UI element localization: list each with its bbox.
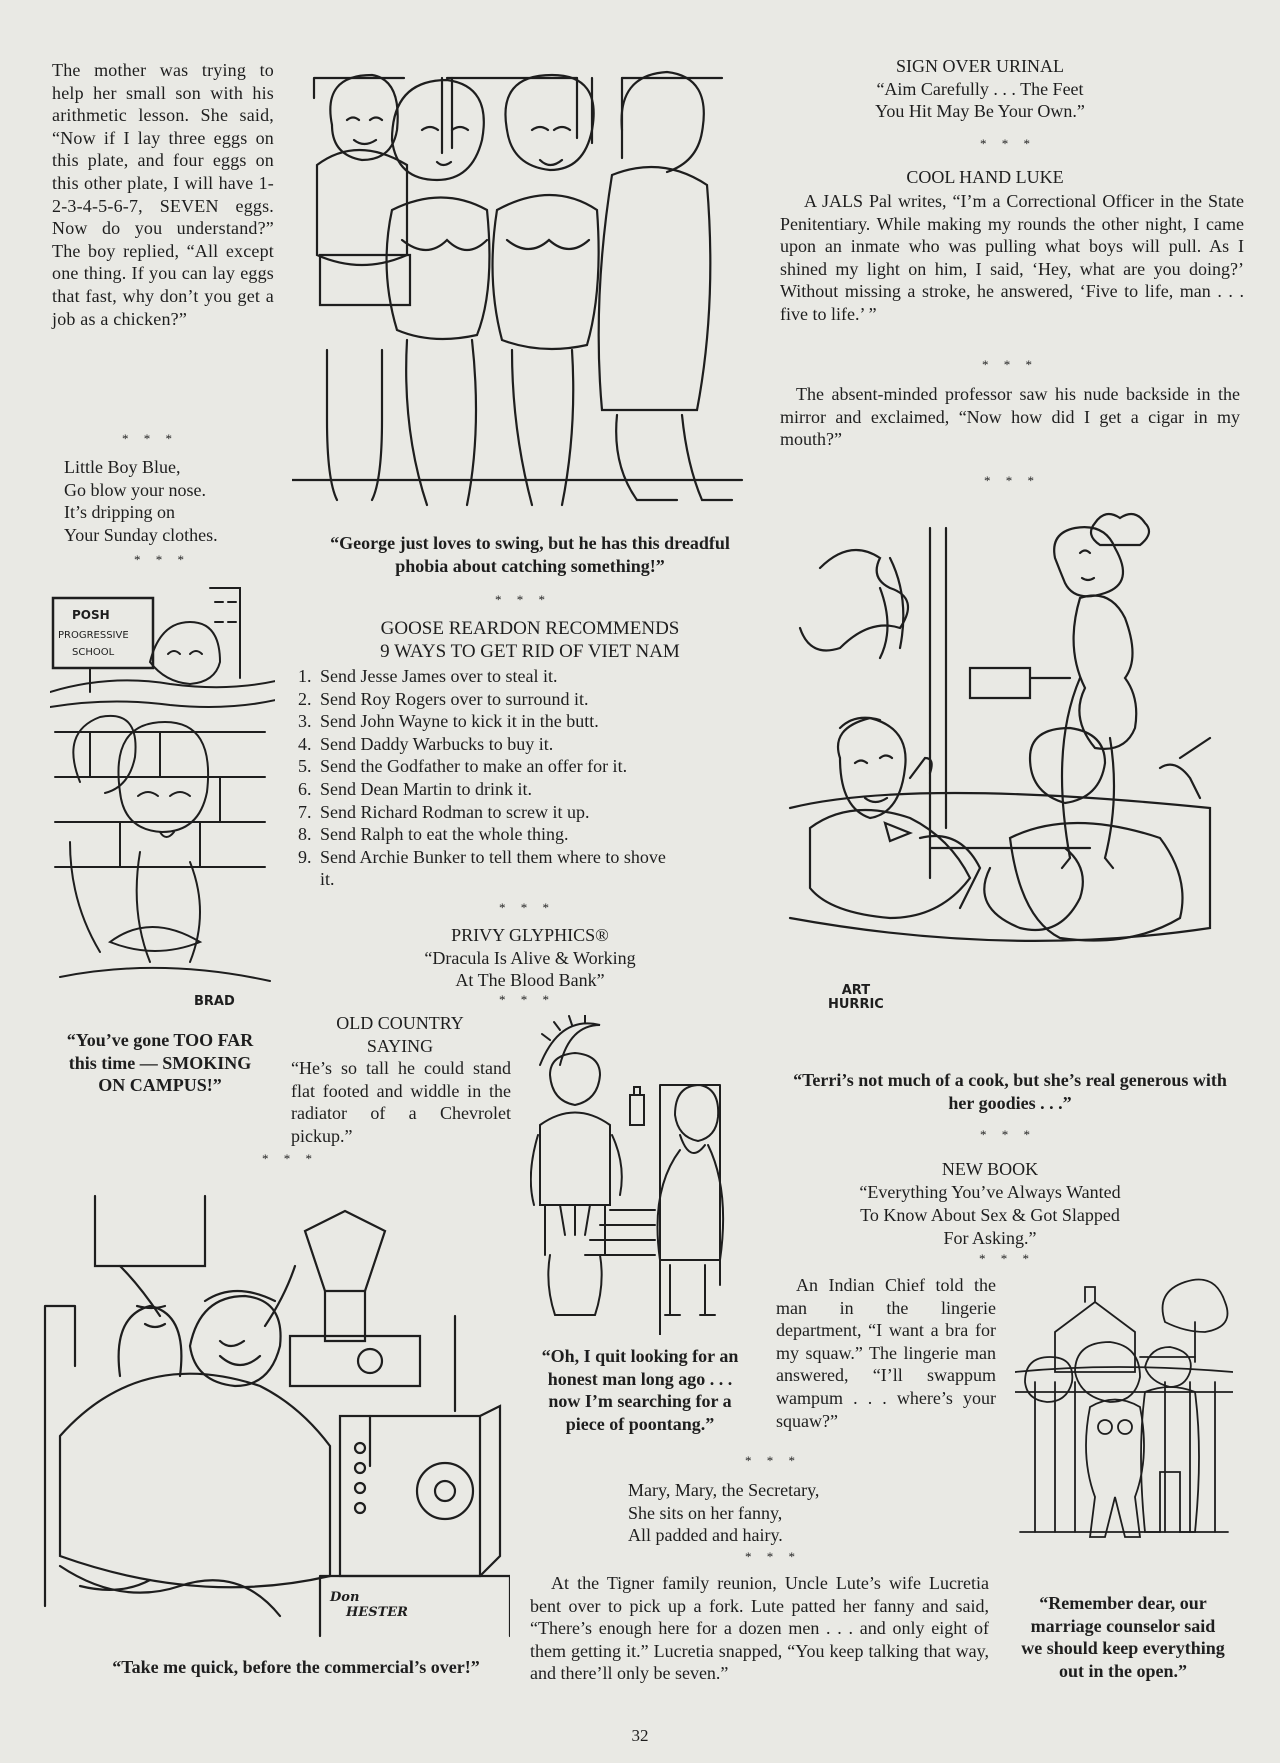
cool-hand-title: COOL HAND LUKE xyxy=(906,167,1064,187)
caption-campus: “You’ve gone TOO FAR this time — SMOKING ON CAMPUS!” xyxy=(66,1030,254,1095)
urinal-title: SIGN OVER URINAL xyxy=(896,56,1064,76)
separator: * * * xyxy=(980,1127,1036,1142)
cartoon-counselor-illustration xyxy=(1015,1262,1233,1552)
rhyme-line: Mary, Mary, the Secretary, xyxy=(628,1480,820,1500)
list-item: 4. Send Daddy Warbucks to buy it. xyxy=(316,733,757,756)
new-book-line: For Asking.” xyxy=(943,1228,1037,1248)
old-country-title-line: SAYING xyxy=(366,1035,434,1056)
goose-title-line-2: 9 WAYS TO GET RID OF VIET NAM xyxy=(380,641,680,662)
new-book-line: To Know About Sex & Got Slapped xyxy=(860,1205,1120,1225)
signature-last: HURRIC xyxy=(828,997,884,1012)
old-country-saying: “He’s so tall he could stand flat footed and widdle in the radiator of a Chevrolet pickup.” xyxy=(291,1058,511,1146)
cartoon-signature xyxy=(828,984,884,1012)
caption-counselor: “Remember dear, our marriage counselor said we should keep everything out in the open.” xyxy=(1021,1593,1225,1681)
list-item: 8. Send Ralph to eat the whole thing. xyxy=(316,823,757,846)
separator: * * * xyxy=(982,357,1038,372)
sign-line: SCHOOL xyxy=(72,647,115,658)
goose-title xyxy=(300,617,760,663)
new-book-line: “Everything You’ve Always Wanted xyxy=(859,1182,1121,1202)
caption-george: “George just loves to swing, but he has this dreadful phobia about catching something!” xyxy=(330,533,730,576)
list-item: 2. Send Roy Rogers over to surround it. xyxy=(316,688,757,711)
cartoon-signature: BRAD xyxy=(194,994,235,1009)
separator: * * * xyxy=(980,136,1036,151)
old-country-title-line: OLD COUNTRY xyxy=(336,1013,464,1033)
privy-title: PRIVY GLYPHICS® xyxy=(451,925,609,945)
signature-last: HESTER xyxy=(346,1605,408,1620)
privy-line: At The Blood Bank” xyxy=(455,970,605,990)
rhyme-line: It’s dripping on xyxy=(64,502,175,523)
joke-indian-chief: An Indian Chief told the man in the lingerie department, “I want a bra for my squaw.” The lingerie man answered, “I’ll swappum wampum . . . where’s your squaw?” xyxy=(776,1275,996,1431)
rhyme-line: She sits on her fanny, xyxy=(628,1502,783,1523)
cartoon-george-illustration xyxy=(292,70,752,510)
rhyme-line: Your Sunday clothes. xyxy=(64,524,218,545)
sign-over-urinal xyxy=(830,55,1130,123)
cool-hand-story: A JALS Pal writes, “I’m a Correctional Officer in the State Penitentiary. While making my rounds the other night, I came upon an inmate who was pulling what boys will pull. As I shined my light on him, I said, ‘Hey, what are you doing?’ Without missing a stroke, he answered, ‘Five to life, man . . . five to life.’ ” xyxy=(780,191,1244,324)
urinal-line: “Aim Carefully . . . The Feet xyxy=(876,78,1084,99)
old-country-title xyxy=(300,1012,500,1057)
joke-mother: The mother was trying to help her small son with his arithmetic lesson. She said, “Now if I lay three eggs on this plate, and four eggs on this other plate, I will have 1-2-3-4-5-6-7, SEVEN eggs. Now do you understand?” The boy replied, “All except one thing. If you can lay eggs that fast, why don’t you get a job as a chicken?” xyxy=(52,60,274,329)
privy-glyphics xyxy=(380,924,680,992)
goose-title-line-1: GOOSE REARDON RECOMMENDS xyxy=(380,618,680,639)
list-item: 5. Send the Godfather to make an offer for it. xyxy=(316,755,757,778)
separator: * * * xyxy=(499,992,555,1007)
separator: * * * xyxy=(984,473,1040,488)
cartoon-campus-illustration xyxy=(50,582,275,1004)
separator: * * * xyxy=(134,552,190,567)
list-item: 6. Send Dean Martin to drink it. xyxy=(316,778,757,801)
separator: * * * xyxy=(745,1453,801,1468)
new-book-title: NEW BOOK xyxy=(941,1159,1039,1179)
list-item: 3. Send John Wayne to kick it in the butt. xyxy=(316,710,757,733)
cartoon-terri-illustration xyxy=(780,508,1225,1043)
separator: * * * xyxy=(979,1251,1035,1266)
privy-line: “Dracula Is Alive & Working xyxy=(424,947,636,968)
list-item: 1. Send Jesse James over to steal it. xyxy=(316,665,757,688)
joke-professor: The absent-minded professor saw his nude backside in the mirror and exclaimed, “Now how did I get a cigar in my mouth?” xyxy=(780,384,1240,450)
separator: * * * xyxy=(122,431,178,446)
cartoon-honest-man-illustration xyxy=(530,1015,730,1335)
signature-first: ART xyxy=(841,983,871,998)
separator: * * * xyxy=(745,1549,801,1564)
rhyme-little-boy-blue xyxy=(64,456,284,546)
caption-commercial: “Take me quick, before the commercial’s over!” xyxy=(112,1657,480,1677)
separator: * * * xyxy=(495,592,551,607)
page-number: 32 xyxy=(631,1726,649,1745)
separator: * * * xyxy=(262,1151,318,1166)
urinal-line: You Hit May Be Your Own.” xyxy=(875,101,1085,121)
goose-list xyxy=(282,665,757,891)
joke-tigner-reunion: At the Tigner family reunion, Uncle Lute’s wife Lucretia bent over to pick up a fork. Lute patted her fanny and said, “There’s enough here for a dozen men . . . and only eight of them getting it.” Lucretia snapped, “You keep talking that way, and there’ll only be seven.” xyxy=(530,1573,989,1684)
signature-first: Don xyxy=(330,1590,360,1605)
separator: * * * xyxy=(499,900,555,915)
new-book xyxy=(810,1158,1170,1250)
rhyme-line: Go blow your nose. xyxy=(64,479,206,500)
list-item: 9. Send Archie Bunker to tell them where to shove it. xyxy=(316,846,757,891)
rhyme-line: Little Boy Blue, xyxy=(64,457,181,477)
list-item: 7. Send Richard Rodman to screw it up. xyxy=(316,801,757,824)
sign-line: PROGRESSIVE xyxy=(58,630,129,641)
caption-honest-man: “Oh, I quit looking for an honest man long ago . . . now I’m searching for a piece of poontang.” xyxy=(541,1346,739,1434)
caption-terri: “Terri’s not much of a cook, but she’s real generous with her goodies . . .” xyxy=(793,1070,1227,1113)
cartoon-signature xyxy=(330,1590,408,1620)
sign-line: POSH xyxy=(72,608,110,622)
cartoon-commercial-illustration xyxy=(40,1186,510,1638)
rhyme-mary xyxy=(628,1479,888,1547)
rhyme-line: All padded and hairy. xyxy=(628,1525,783,1546)
